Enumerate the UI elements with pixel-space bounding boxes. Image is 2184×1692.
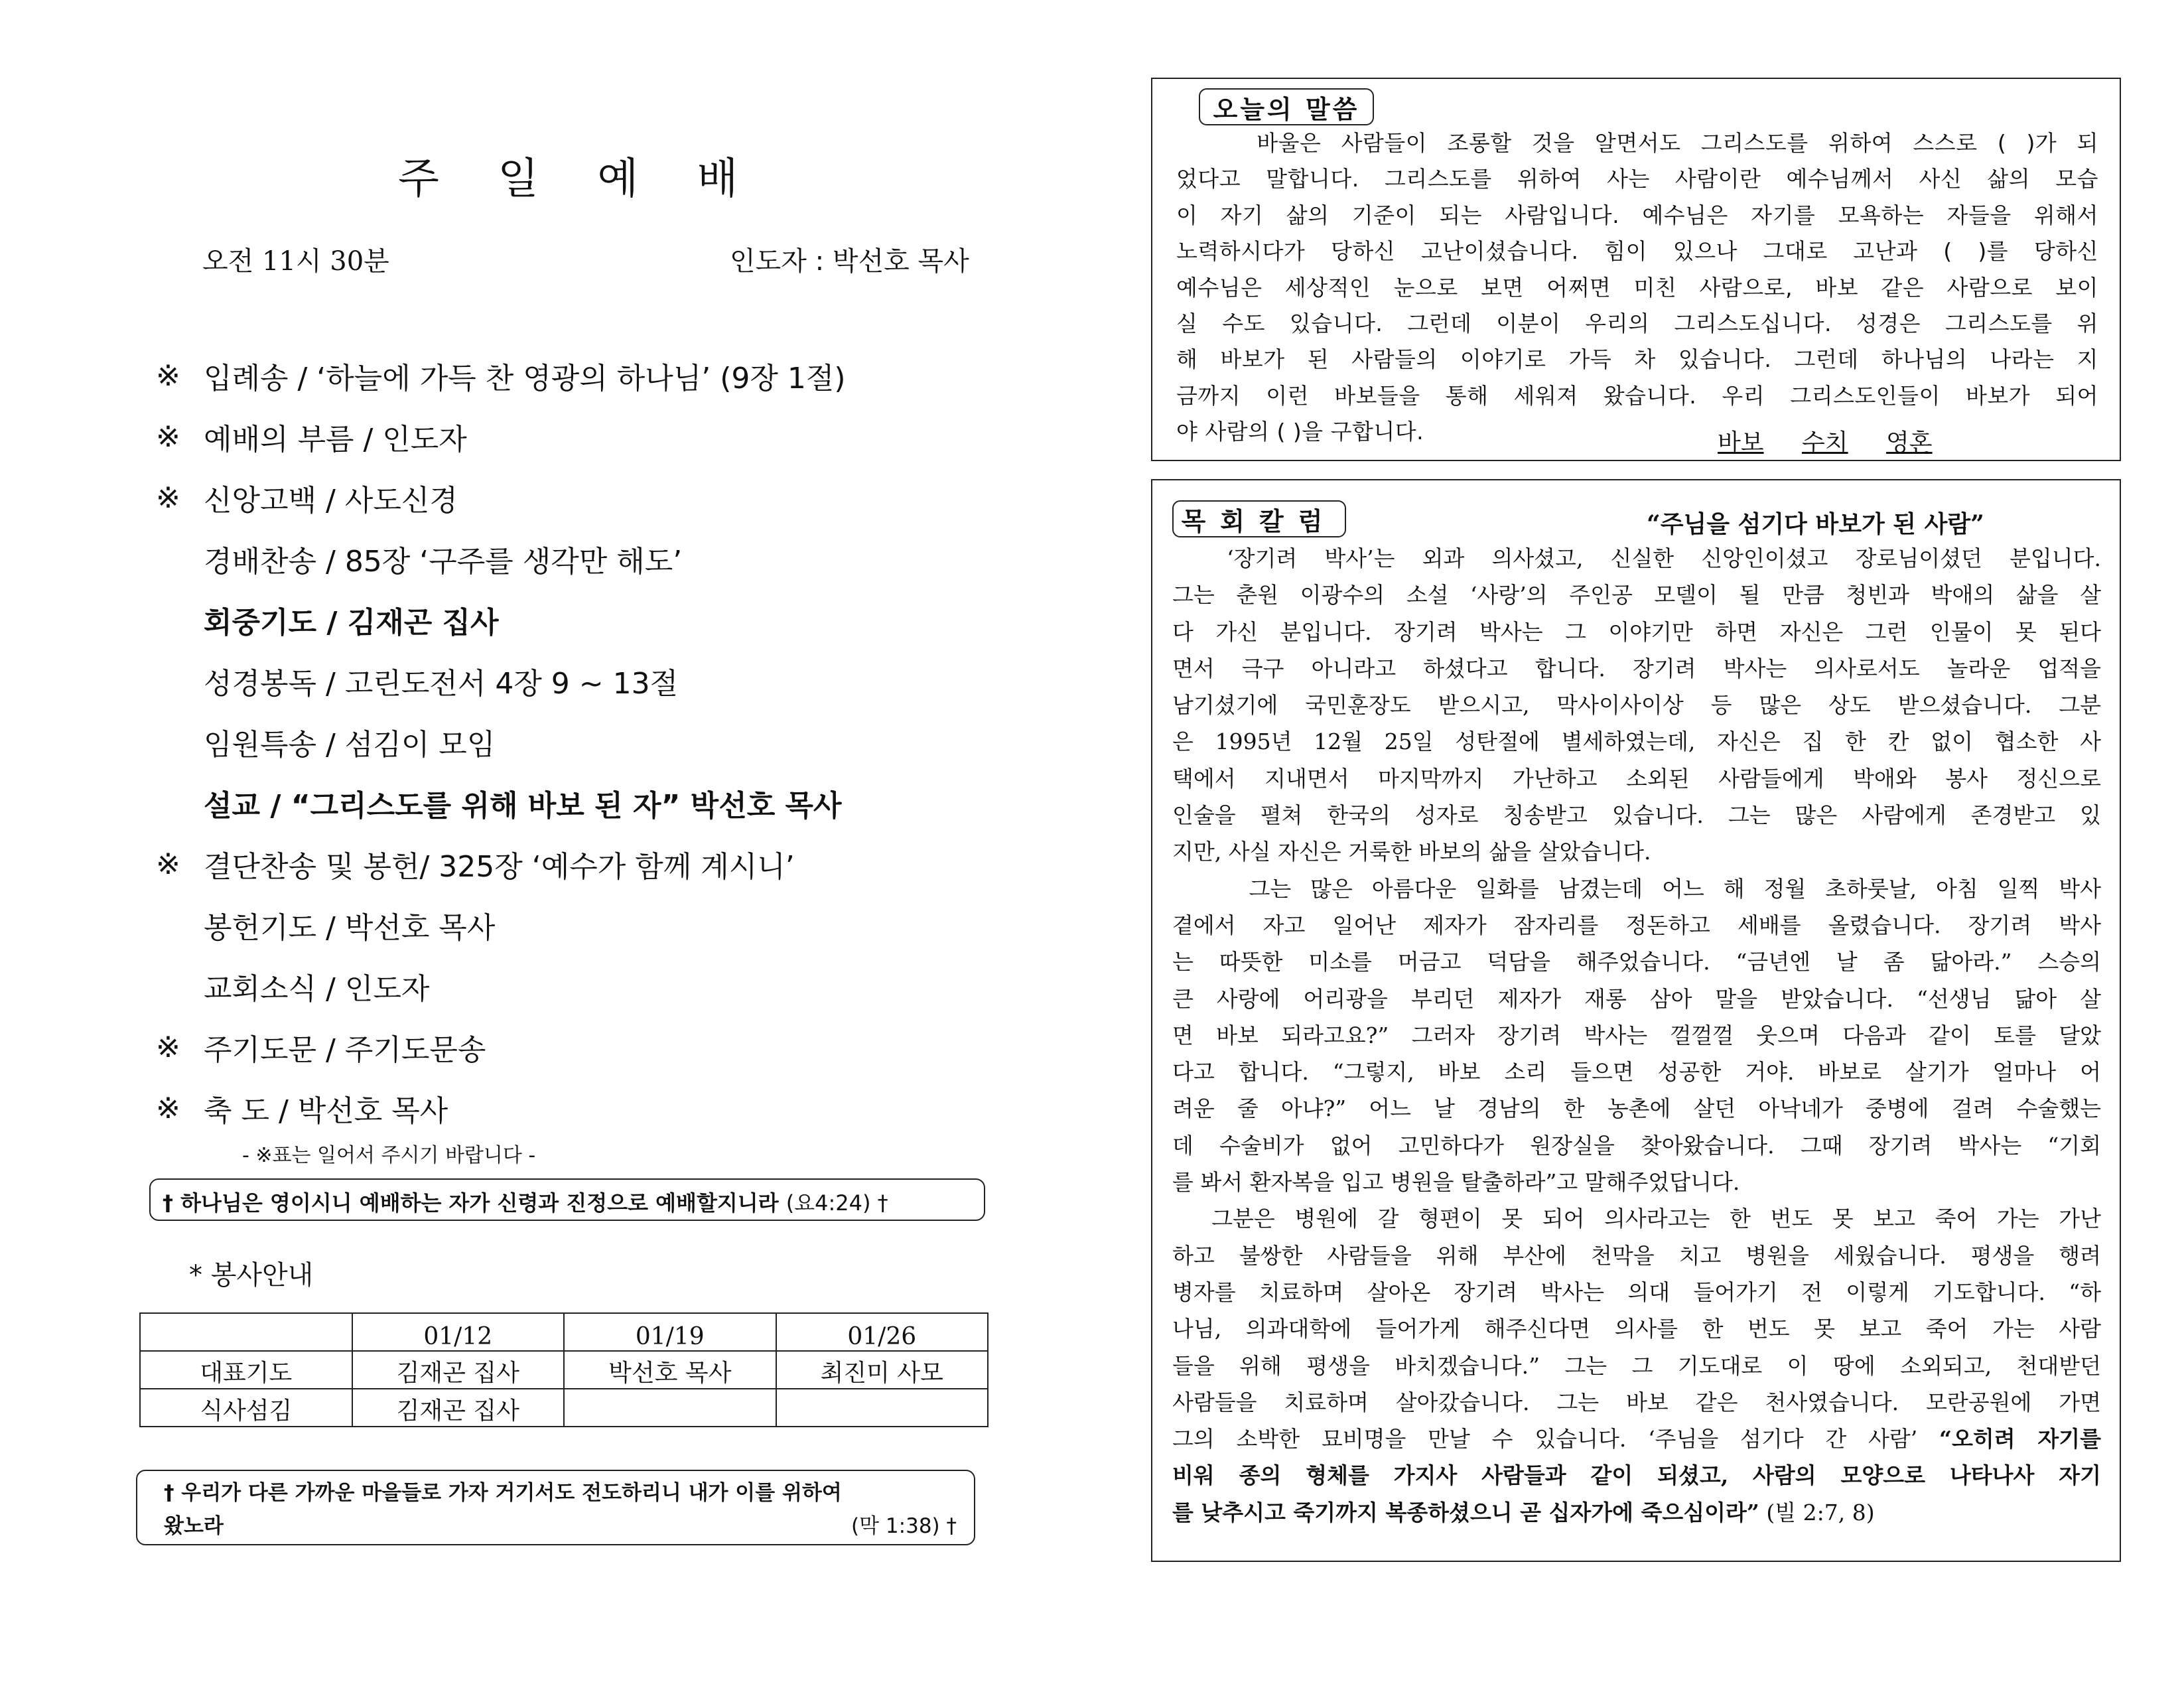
column-line: ‘장기려 박사’는 외과 의사셨고, 신실한 신앙인이셨고 장로님이셨던 분입니다.: [1172, 545, 2101, 571]
todays-word-label: 오늘의 말씀: [1199, 88, 1374, 125]
column-line: 데 수술비가 없어 고민하다가 원장실을 찾아왔습니다. 그때 장기려 박사는 “기회: [1172, 1132, 2101, 1159]
column-line: 그는 많은 아름다운 일화를 남겼는데 어느 해 정월 초하룻날, 아침 일찍 박사: [1172, 875, 2101, 902]
column-line: 비워 종의 형체를 가지사 사람들과 같이 되셨고, 사람의 모양으로 나타나사 자기: [1172, 1462, 2101, 1489]
table-row: [140, 1351, 988, 1389]
worship-order-item: [156, 833, 1018, 894]
pastor-column-label: 목회칼럼: [1172, 500, 1346, 537]
table-cell: [564, 1389, 776, 1427]
table-header-cell: 01/26: [776, 1313, 989, 1351]
worship-order-text: 입례송 / ‘하늘에 가득 찬 영광의 하나님’ (9장 1절): [204, 362, 846, 395]
worship-order-item: [156, 528, 1018, 589]
service-guide-title: * 봉사안내: [189, 1260, 314, 1291]
answer-word: 바보: [1718, 429, 1764, 457]
standing-mark: ※: [156, 358, 180, 393]
worship-order-item: [156, 772, 1018, 833]
column-line: 곁에서 자고 일어난 제자가 잠자리를 정돈하고 세배를 올렸습니다. 장기려 박사: [1172, 912, 2101, 938]
column-line: 들을 위해 평생을 바치겠습니다.” 그는 그 기도대로 이 땅에 소외되고, 천대받던: [1172, 1352, 2101, 1379]
pastor-column-text: [1172, 540, 2101, 1531]
todays-word-box: [1151, 78, 2121, 461]
page-title: 주 일 예 배: [398, 155, 761, 204]
answer-key: [1718, 424, 1963, 458]
column-line: 를 봐서 환자복을 입고 병원을 탈출하라”고 말해주었답니다.: [1172, 1169, 1740, 1196]
table-cell: 대표기도: [140, 1351, 352, 1389]
word-line: 해 바보가 된 사람들의 이야기로 가득 차 있습니다. 그런데 하나님의 나라는 지: [1176, 346, 2098, 373]
worship-order-text: 경배찬송 / 85장 ‘구주를 생각만 해도’: [204, 545, 683, 579]
worship-order-item: [156, 1017, 1018, 1078]
worship-order-text: 축 도 / 박선호 목사: [204, 1094, 448, 1128]
column-line: [1172, 1494, 2101, 1531]
column-line: 그분은 병원에 갈 형편이 못 되어 의사라고는 한 번도 못 보고 죽어 가는 가난: [1172, 1206, 2101, 1232]
table-cell: 김재곤 집사: [352, 1351, 565, 1389]
word-line: 었다고 말합니다. 그리스도를 위하여 사는 사람이란 예수님께서 사신 삶의 모습: [1176, 166, 2098, 192]
pastor-column-title: “주님을 섬기다 바보가 된 사람”: [1647, 510, 1984, 538]
worship-order-text: 봉헌기도 / 박선호 목사: [204, 911, 496, 945]
column-line: 병자를 치료하며 살아온 장기려 박사는 의대 들어가기 전 이렇게 기도합니다. “하: [1172, 1279, 2101, 1305]
verse-ref: (요4:24) †: [785, 1190, 888, 1216]
verse-box-mark: [136, 1470, 975, 1545]
column-line: 택에서 지내면서 마지막까지 가난하고 소외된 사람들에게 박애와 봉사 정신으로: [1172, 765, 2101, 792]
column-line: 려운 줄 아냐?” 어느 날 경남의 한 농촌에 살던 아낙네가 중병에 걸려 수술했는: [1172, 1095, 2101, 1122]
worship-order-text: 예배의 부름 / 인도자: [204, 423, 467, 457]
worship-order-item: [156, 711, 1018, 772]
column-body-lines: [1172, 540, 2101, 1421]
column-line: 은 1995년 12월 25일 성탄절에 별세하였는데, 자신은 집 한 칸 없이 협소한 사: [1172, 729, 2101, 755]
verse-line: 왔노라: [164, 1514, 224, 1538]
table-header-cell: 01/12: [352, 1313, 565, 1351]
word-line: 금까지 이런 바보들을 통해 세워져 왔습니다. 우리 그리스도인들이 바보가 되어: [1176, 382, 2098, 409]
column-line: 그는 춘원 이광수의 소설 ‘사랑’의 주인공 모델이 될 만큼 청빈과 박애의 삶을 살: [1172, 582, 2101, 608]
worship-order-text: 주기도문 / 주기도문송: [204, 1033, 486, 1067]
standing-mark: ※: [156, 480, 180, 515]
pastor-column-box: [1151, 479, 2121, 1562]
standing-mark: ※: [156, 1091, 180, 1125]
standing-mark: ※: [156, 1030, 180, 1064]
table-cell: 식사섬김: [140, 1389, 352, 1427]
worship-order-text: 임원특송 / 섬김이 모임: [204, 728, 496, 762]
table-header-cell: 01/19: [564, 1313, 776, 1351]
worship-order-text: 회중기도 / 김재곤 집사: [204, 606, 499, 640]
table-cell: [776, 1389, 989, 1427]
verse-ref: (막 1:38) †: [851, 1514, 957, 1538]
column-line: 하고 불쌍한 사람들을 위해 부산에 천막을 치고 병원을 세웠습니다. 평생을 행려: [1172, 1242, 2101, 1269]
word-line: 바울은 사람들이 조롱할 것을 알면서도 그리스도를 위하여 스스로 ( )가 되: [1176, 130, 2098, 156]
worship-order-text: 교회소식 / 인도자: [204, 972, 430, 1006]
worship-order-item: [156, 345, 1018, 406]
word-line: 노력하시다가 당하신 고난이셨습니다. 힘이 있으나 그대로 고난과 ( )를 당하신: [1176, 238, 2098, 265]
column-line: 사람들을 치료하며 살아갔습니다. 그는 바보 같은 천사였습니다. 모란공원에 가면: [1172, 1389, 2101, 1415]
word-line: 이 자기 삶의 기준이 되는 사람입니다. 예수님은 자기를 모욕하는 자들을 위해서: [1176, 202, 2098, 228]
worship-order-item: [156, 650, 1018, 711]
word-line: 실 수도 있습니다. 그런데 이분이 우리의 그리스도십니다. 성경은 그리스도를 위: [1176, 311, 2098, 337]
service-schedule-table: [139, 1312, 989, 1427]
table-row: [140, 1389, 988, 1427]
column-line: 나님, 의과대학에 들어가게 해주신다면 의사를 한 번도 못 보고 죽어 가는 사람: [1172, 1316, 2101, 1342]
column-line: 면서 극구 아니라고 하셨다고 합니다. 장기려 박사는 의사로서도 놀라운 업적을: [1172, 655, 2101, 681]
standing-note: - ※표는 일어서 주시기 바랍니다 -: [242, 1144, 536, 1167]
verse-text: † 하나님은 영이시니 예배하는 자가 신령과 진정으로 예배할지니라: [163, 1190, 779, 1216]
standing-mark: ※: [156, 419, 180, 454]
todays-word-text: [1176, 125, 2098, 451]
worship-order-text: 설교 / “그리스도를 위해 바보 된 자” 박선호 목사: [204, 789, 842, 823]
worship-order-item: [156, 406, 1018, 467]
table-cell: 최진미 사모: [776, 1351, 989, 1389]
column-line: 면 바보 되라고요?” 그러자 장기려 박사는 껄껄껄 웃으며 다음과 같이 토를 달았: [1172, 1022, 2101, 1048]
worship-order-list: [156, 345, 1018, 1139]
column-line: 남기셨기에 국민훈장도 받으시고, 막사이사이상 등 많은 상도 받으셨습니다. 그분: [1172, 692, 2101, 719]
word-line: 야 사람의 ( )을 구합니다.: [1176, 419, 1424, 445]
table-header-row: [140, 1313, 988, 1351]
verse-line: † 우리가 다른 가까운 마을들로 가자 거기서도 전도하리니 내가 이를 위하여: [164, 1481, 842, 1505]
column-line: 지만, 사실 자신은 거룩한 바보의 삶을 살았습니다.: [1172, 839, 1651, 865]
column-line: [1172, 1421, 2101, 1457]
column-line-part: 그의 소박한 묘비명을 만날 수 있습니다. ‘주님을 섬기다 간 사람’: [1172, 1426, 1939, 1452]
standing-mark: ※: [156, 847, 180, 881]
worship-order-item: [156, 1078, 1018, 1139]
table-header-cell: [140, 1313, 352, 1351]
worship-order-text: 결단찬송 및 봉헌/ 325장 ‘예수가 함께 계시니’: [204, 850, 795, 884]
column-line-part: 를 낮추시고 죽기까지 복종하셨으니 곧 십자가에 죽으심이라”: [1172, 1499, 1759, 1525]
table-cell: 박선호 목사: [564, 1351, 776, 1389]
table-cell: 김재곤 집사: [352, 1389, 565, 1427]
column-line-part: “오히려 자기를: [1939, 1426, 2101, 1452]
worship-order-text: 성경봉독 / 고린도전서 4장 9 ~ 13절: [204, 667, 679, 701]
verse-box-john: [149, 1178, 985, 1221]
column-line: 인술을 펼쳐 한국의 성자로 칭송받고 있습니다. 그는 많은 사람에게 존경받고 있: [1172, 802, 2101, 829]
word-line: 예수님은 세상적인 눈으로 보면 어쩌면 미친 사람으로, 바보 같은 사람으로 보이: [1176, 274, 2098, 301]
answer-word: 수치: [1802, 429, 1848, 457]
worship-order-text: 신앙고백 / 사도신경: [204, 484, 458, 518]
worship-order-item: [156, 955, 1018, 1017]
service-time: 오전 11시 30분: [202, 246, 389, 277]
service-leader: 인도자 : 박선호 목사: [730, 246, 969, 277]
verse-line-2: [164, 1510, 957, 1543]
worship-order-item: [156, 589, 1018, 650]
column-line-part: (빌 2:7, 8): [1759, 1499, 1875, 1525]
worship-order-item: [156, 467, 1018, 528]
column-line: 다 가신 분입니다. 장기려 박사는 그 이야기만 하면 자신은 그런 인물이 못 된다: [1172, 618, 2101, 645]
column-line: 다고 합니다. “그렇지, 바보 소리 들으면 성공한 거야. 바보로 살기가 얼마나 어: [1172, 1059, 2101, 1086]
worship-order-item: [156, 894, 1018, 955]
column-line: 는 따뜻한 미소를 머금고 덕담을 해주었습니다. “금년엔 날 좀 닮아라.” 스승의: [1172, 949, 2101, 975]
column-line: 큰 사랑에 어리광을 부리던 제자가 재롱 삼아 말을 받았습니다. “선생님 닮아 살: [1172, 985, 2101, 1012]
answer-word: 영혼: [1886, 429, 1933, 457]
